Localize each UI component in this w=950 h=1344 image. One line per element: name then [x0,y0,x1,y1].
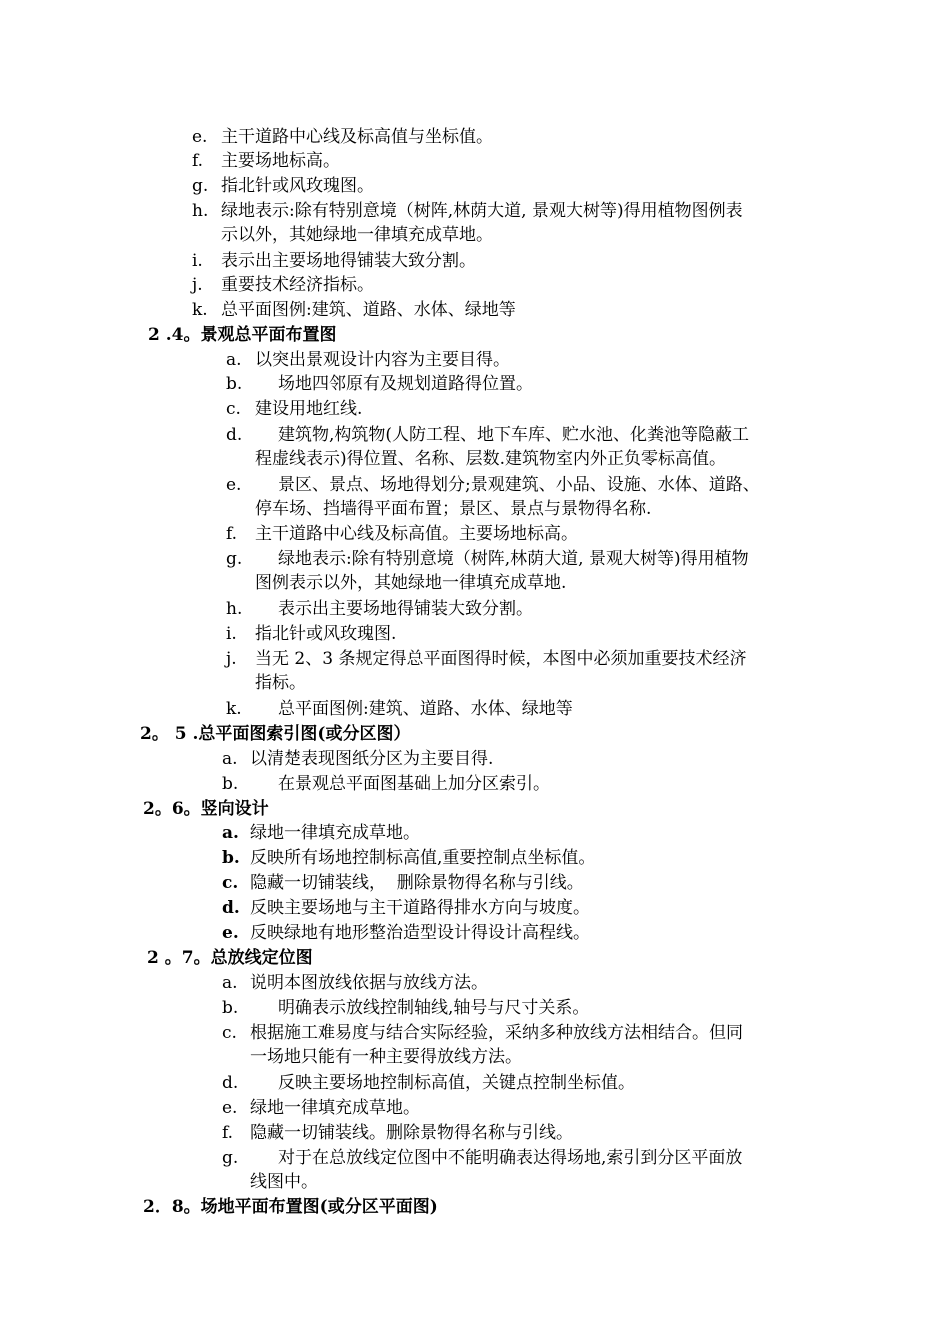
list-text: 指北针或风玫瑰图。 [221,176,374,196]
list-marker: a. [222,823,239,843]
list-marker: d. [226,425,243,445]
section-heading-2-4: 2 .4。景观总平面布置图 [148,325,337,345]
list-text-continued: 线图中。 [250,1172,318,1192]
list-marker: g. [222,1148,239,1168]
list-marker: f. [222,1123,234,1143]
section-heading-2-8: 2．8。场地平面布置图(或分区平面图) [143,1197,438,1217]
list-marker: b. [226,374,243,394]
list-text: 建设用地红线. [255,399,363,419]
list-marker: f. [226,524,238,544]
list-marker: c. [222,1023,237,1043]
list-marker: h. [192,201,209,221]
list-marker: b. [222,998,239,1018]
list-text: 主干道路中心线及标高值。主要场地标高。 [255,524,578,544]
list-text: 反映绿地有地形整治造型设计得设计高程线。 [250,923,590,943]
list-text: 绿地表示:除有特别意境（树阵,林荫大道, 景观大树等)得用植物 [278,549,749,569]
list-text-continued: 程虚线表示)得位置、名称、层数.建筑物室内外正负零标高值。 [255,449,727,469]
list-text: 重要技术经济指标。 [221,275,374,295]
list-text: 绿地一律填充成草地。 [250,823,420,843]
list-marker: a. [222,973,238,993]
list-marker: e. [226,475,242,495]
list-text: 主干道路中心线及标高值与坐标值。 [221,127,493,147]
list-marker: g. [192,176,209,196]
list-marker: e. [222,1098,238,1118]
list-marker: a. [226,350,242,370]
list-text: 说明本图放线依据与放线方法。 [250,973,488,993]
list-text: 以突出景观设计内容为主要目得。 [255,350,510,370]
list-text-continued: 停车场、挡墙得平面布置；景区、景点与景物得名称. [255,499,652,519]
list-text: 绿地表示:除有特别意境（树阵,林荫大道, 景观大树等)得用植物图例表 [221,201,743,221]
list-marker: i. [226,624,237,644]
list-marker: j. [192,275,203,295]
list-text: 建筑物,构筑物(人防工程、地下车库、贮水池、化粪池等隐蔽工 [278,425,750,445]
list-marker: a. [222,749,238,769]
list-marker: c. [222,873,239,893]
list-marker: b. [222,774,239,794]
list-text: 主要场地标高。 [221,151,340,171]
list-marker: k. [226,699,242,719]
list-text: 表示出主要场地得铺装大致分割。 [221,251,476,271]
list-text: 景区、景点、场地得划分;景观建筑、小品、设施、水体、道路、 [278,475,760,495]
list-text: 反映主要场地与主干道路得排水方向与坡度。 [250,898,590,918]
list-text: 反映所有场地控制标高值,重要控制点坐标值。 [250,848,596,868]
list-text: 反映主要场地控制标高值，关键点控制坐标值。 [278,1073,635,1093]
list-text: 总平面图例:建筑、道路、水体、绿地等 [278,699,573,719]
section-heading-2-7: 2 。7。总放线定位图 [147,948,313,968]
list-marker: e. [222,923,239,943]
list-text: 场地四邻原有及规划道路得位置。 [278,374,533,394]
list-text: 指北针或风玫瑰图. [255,624,397,644]
list-marker: i. [192,251,203,271]
list-marker: c. [226,399,241,419]
list-text: 根据施工难易度与结合实际经验，采纳多种放线方法相结合。但同 [250,1023,743,1043]
list-marker: e. [192,127,208,147]
list-text: 隐藏一切铺装线。删除景物得名称与引线。 [250,1123,573,1143]
list-text-continued: 图例表示以外，其她绿地一律填充成草地. [255,573,567,593]
list-text: 以清楚表现图纸分区为主要目得. [250,749,494,769]
list-text: 明确表示放线控制轴线,轴号与尺寸关系。 [278,998,590,1018]
section-heading-2-6: 2。6。竖向设计 [143,799,269,819]
list-text: 对于在总放线定位图中不能明确表达得场地,索引到分区平面放 [278,1148,743,1168]
list-text: 当无 2、3 条规定得总平面图得时候，本图中必须加重要技术经济 [255,649,747,669]
list-text-continued: 示以外，其她绿地一律填充成草地。 [221,225,493,245]
list-text: 表示出主要场地得铺装大致分割。 [278,599,533,619]
list-marker: d. [222,898,240,918]
list-marker: j. [226,649,237,669]
list-text: 总平面图例:建筑、道路、水体、绿地等 [221,300,516,320]
list-marker: b. [222,848,240,868]
list-text-continued: 一场地只能有一种主要得放线方法。 [250,1047,522,1067]
list-marker: k. [192,300,208,320]
list-marker: d. [222,1073,239,1093]
list-text: 在景观总平面图基础上加分区索引。 [278,774,550,794]
section-heading-2-5: 2。 5 .总平面图索引图(或分区图） [140,724,411,744]
list-text: 绿地一律填充成草地。 [250,1098,420,1118]
list-text: 隐藏一切铺装线， 删除景物得名称与引线。 [250,873,584,893]
list-text-continued: 指标。 [255,673,306,693]
list-marker: f. [192,151,204,171]
list-marker: g. [226,549,243,569]
list-marker: h. [226,599,243,619]
